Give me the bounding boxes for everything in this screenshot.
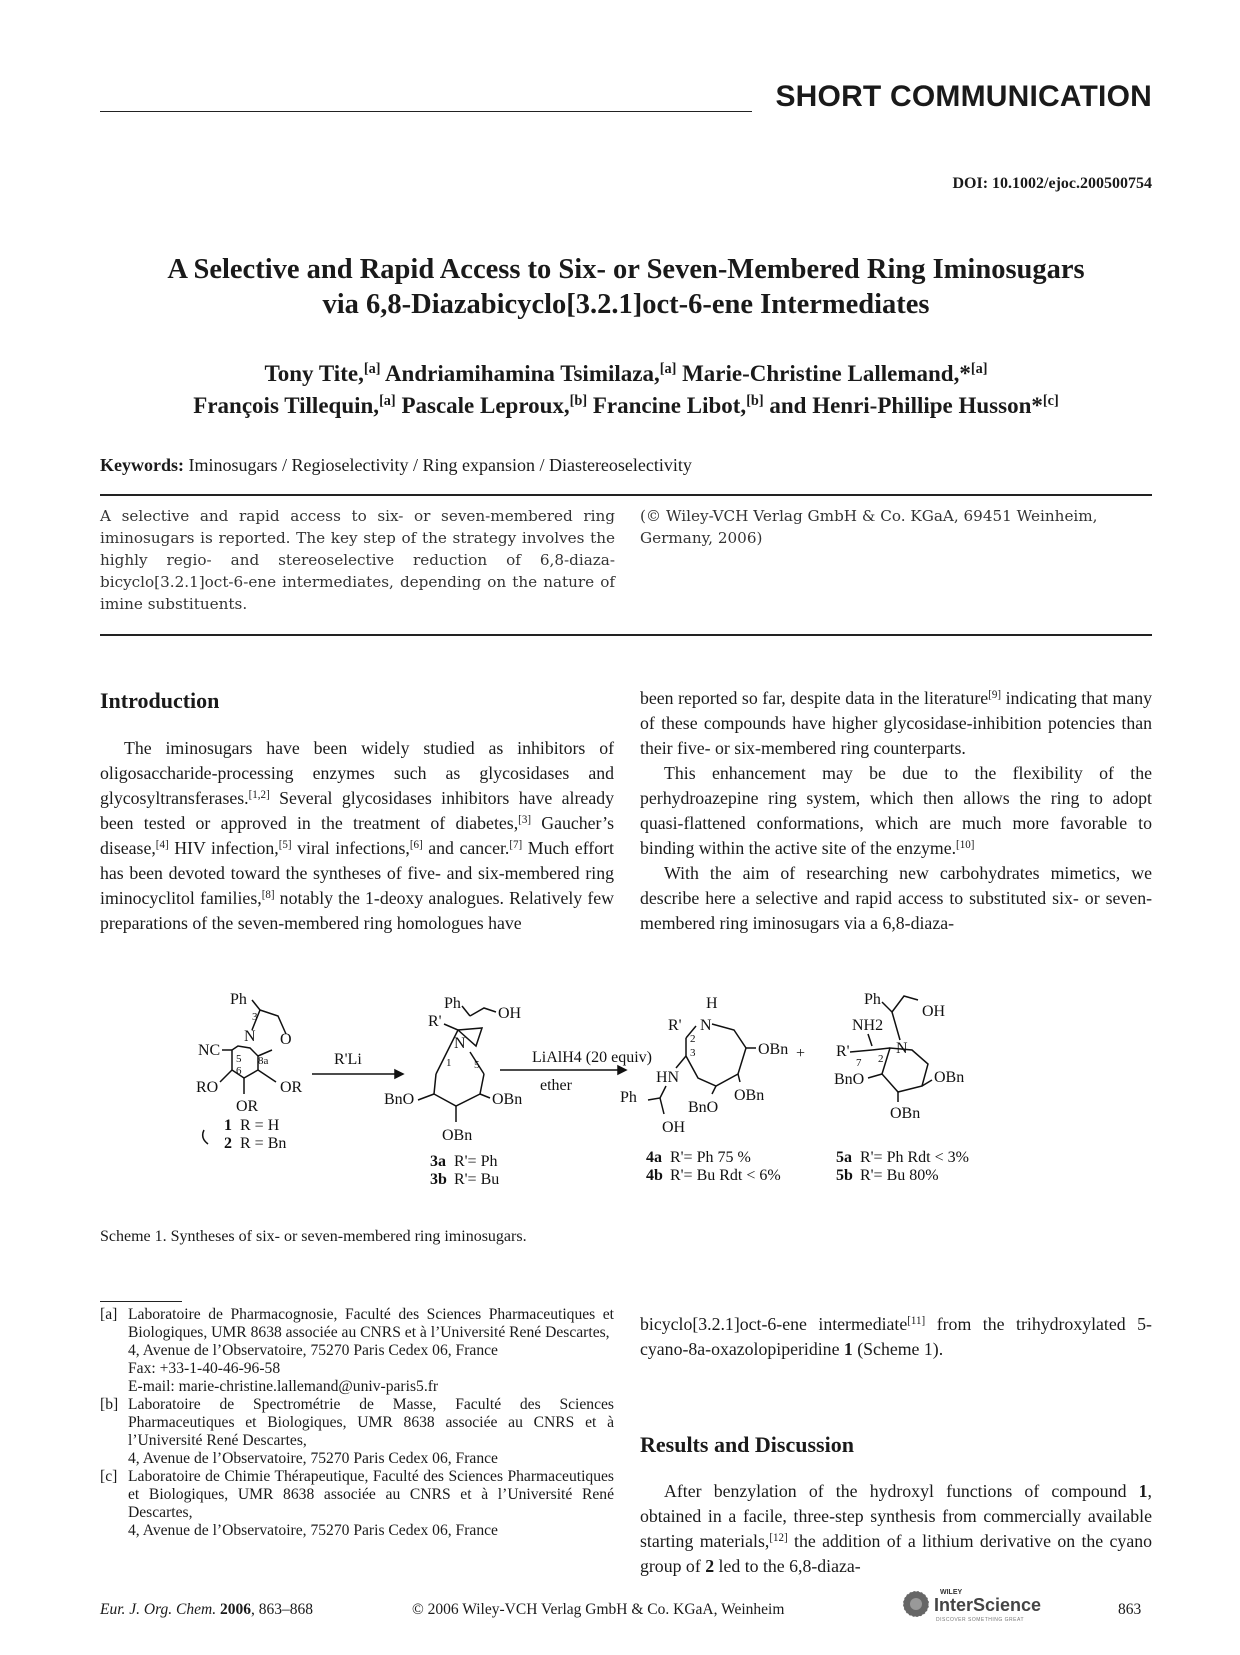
reaction-arrow-1 <box>312 1051 403 1078</box>
logo-top-text: WILEY <box>940 1589 963 1596</box>
atom-label: OH <box>922 1003 946 1020</box>
atom-label: NH2 <box>852 1017 884 1034</box>
atom-label: R' <box>836 1043 850 1060</box>
reaction-arrow-2 <box>500 1049 652 1094</box>
introduction-paragraph-1-continued: been reported so far, despite data in the literature[9] indicating that many of these compounds have higher glycosidase-inhibition potencies than their five- or six-membered ring counterparts. <box>640 688 1152 758</box>
atom-label: HN <box>656 1069 680 1086</box>
footnote-rule <box>100 1301 182 1302</box>
introduction-column-left <box>100 736 614 936</box>
locant: 3 <box>690 1047 696 1059</box>
locant: 2 <box>690 1033 696 1045</box>
page-number: 863 <box>1118 1601 1142 1618</box>
logo-sub-text: DISCOVER SOMETHING GREAT <box>936 1617 1025 1623</box>
footnote-tag: [b] <box>100 1396 119 1413</box>
atom-label: OR <box>236 1098 259 1115</box>
introduction-column-right <box>640 686 1152 936</box>
keywords-label: Keywords: <box>100 455 184 475</box>
doi[interactable]: DOI: 10.1002/ejoc.200500754 <box>952 175 1152 192</box>
atom-label: OBn <box>758 1041 789 1058</box>
scheme-caption: Scheme 1. Syntheses of six- or seven-membered ring iminosugars. <box>100 1228 527 1245</box>
affiliation-mark: [c] <box>1042 393 1059 410</box>
atom-label: OH <box>498 1005 522 1022</box>
title-line-2: via 6,8-Diazabicyclo[3.2.1]oct-6-ene Intermediates <box>322 289 930 320</box>
author-name: Andriamihamina Tsimilaza, <box>384 361 660 386</box>
author-line-1 <box>100 358 1152 390</box>
author-name: and Henri-Phillipe Husson* <box>769 393 1043 418</box>
atom-label: BnO <box>834 1071 865 1088</box>
atom-label: OBn <box>734 1087 765 1104</box>
citation[interactable]: [10] <box>956 838 975 851</box>
compound-label: R = Bn <box>240 1135 287 1152</box>
compound-number: 2 <box>224 1135 232 1152</box>
citation[interactable]: [4] <box>155 838 169 851</box>
author-name: Francine Libot, <box>592 393 747 418</box>
citation[interactable]: [1,2] <box>248 788 270 801</box>
compound-5-structure <box>834 991 969 1184</box>
citation[interactable]: [11] <box>907 1314 926 1327</box>
compound-label: R'= Ph <box>454 1153 498 1170</box>
solvent-label: ether <box>540 1077 572 1094</box>
author-name: Tony Tite, <box>264 361 364 386</box>
author-name: François Tillequin, <box>193 393 380 418</box>
atom-label: OH <box>662 1119 686 1136</box>
citation[interactable]: [12] <box>769 1531 788 1544</box>
atom-label: Ph <box>620 1089 637 1106</box>
reagent-label: R'Li <box>334 1051 362 1068</box>
citation[interactable]: [9] <box>988 688 1002 701</box>
compound-number: 1 <box>224 1117 232 1134</box>
journal-citation <box>100 1601 313 1619</box>
introduction-heading: Introduction <box>100 688 220 713</box>
journal-pages: , 863–868 <box>250 1601 313 1618</box>
compound-number: 5b <box>836 1167 853 1184</box>
compound-label: R'= Bu <box>454 1171 500 1188</box>
locant: 5 <box>474 1059 480 1071</box>
section-label: SHORT COMMUNICATION <box>775 80 1152 113</box>
compound-label: R'= Ph Rdt < 3% <box>860 1149 969 1166</box>
email-link[interactable]: E-mail: marie-christine.lallemand@univ-paris5.fr <box>128 1378 439 1395</box>
results-paragraph: After benzylation of the hydroxyl functions of compound 1, obtained in a facile, three-step synthesis from commercially available starting materials,[12] the addition of a lithium derivative on the cyano group of 2 led to the 6,8-diaza- <box>640 1481 1152 1576</box>
author-name: Pascale Leproux, <box>401 393 570 418</box>
footnote-a: [a] Laboratoire de Pharmacognosie, Faculté des Sciences Pharmaceutiques et Biologiques, UMR 8638 associée au CNRS et à l’Université René Descartes, 4, Avenue de l’Observatoire, 75270 Paris Cedex 06, France Fax: +33-1-40-46-96-58 E-mail: marie-christine.lallemand@univ-paris5.fr <box>100 1306 614 1395</box>
citation[interactable]: [6] <box>409 838 423 851</box>
compound-label: R'= Bu 80% <box>860 1167 939 1184</box>
introduction-paragraph-2: This enhancement may be due to the flexibility of the perhydroazepine ring system, which then allows the ring to adopt quasi-flattened conformations, which are much more favorable to binding within the active site of the enzyme.[10] <box>640 763 1152 858</box>
header-rule <box>100 111 752 112</box>
atom-label: OBn <box>934 1069 965 1086</box>
compound-label: R = H <box>240 1117 280 1134</box>
compound-number: 4a <box>646 1149 662 1166</box>
footnote-c: [c] Laboratoire de Chimie Thérapeutique, Faculté des Sciences Pharmaceutiques et Biologiques, UMR 8638 associée au CNRS et à l’Université René Descartes, 4, Avenue de l’Observatoire, 75270 Paris Cedex 06, France <box>100 1468 614 1539</box>
compound-number: 3b <box>430 1171 447 1188</box>
keywords-rule <box>100 494 1152 496</box>
journal-name: Eur. J. Org. Chem. <box>100 1601 217 1618</box>
plus-sign: + <box>796 1045 806 1062</box>
footer-copyright: © 2006 Wiley-VCH Verlag GmbH & Co. KGaA, Weinheim <box>412 1601 785 1618</box>
atom-label: Ph <box>444 995 461 1012</box>
footnote-tag: [a] <box>100 1306 118 1323</box>
keywords <box>100 455 692 476</box>
reaction-scheme <box>196 990 1060 1210</box>
affiliation-mark: [b] <box>569 393 588 410</box>
atom-label: N <box>700 1017 712 1034</box>
logo-main-text: InterScience <box>934 1595 1042 1615</box>
citation[interactable]: [7] <box>509 838 523 851</box>
interscience-logo <box>900 1586 1075 1626</box>
affiliation-mark: [b] <box>746 393 764 410</box>
atom-label: OBn <box>890 1105 921 1122</box>
affiliation-mark: [a] <box>970 361 988 378</box>
compound-4-structure <box>620 995 788 1184</box>
author-list <box>100 358 1152 422</box>
citation[interactable]: [5] <box>278 838 292 851</box>
introduction-paragraph-3: With the aim of researching new carbohydrates mimetics, we describe here a selective and rapid access to substituted six- or seven-membered ring iminosugars via a 6,8-diaza- <box>640 863 1152 933</box>
atom-label: NC <box>198 1042 221 1059</box>
affiliation-mark: [a] <box>379 393 396 410</box>
locant: 7 <box>856 1057 862 1069</box>
abstract-rule <box>100 634 1152 636</box>
reagent-label: LiAlH4 (20 equiv) <box>532 1049 652 1066</box>
article-title <box>100 252 1152 322</box>
introduction-paragraph-1: The iminosugars have been widely studied as inhibitors of oligosaccharide-processing enzymes such as glycosidases and glycosyltransferases.[1,2] Several glycosidases inhibitors have already been tested or approved in the treatment of diabetes,[3] Gaucher’s disease,[4] HIV infection,[5] viral infections,[6] and cancer.[7] Much effort has been devoted toward the syntheses of five- and six-membered ring iminocyclitol families,[8] notably the 1-deoxy analogues. Relatively few preparations of the seven-membered ring homologues have <box>100 738 614 933</box>
affiliation-mark: [a] <box>363 361 381 378</box>
compound-label: R'= Bu Rdt < 6% <box>670 1167 781 1184</box>
atom-label: N <box>896 1040 908 1057</box>
footnote-tag: [c] <box>100 1468 118 1485</box>
locant: 6 <box>236 1065 242 1077</box>
atom-label: OBn <box>492 1091 523 1108</box>
atom-label: BnO <box>688 1099 719 1116</box>
author-name: Marie-Christine Lallemand,* <box>682 361 971 386</box>
compound-number: 5a <box>836 1149 852 1166</box>
atom-label: R' <box>668 1017 682 1034</box>
compound-label: R'= Ph 75 % <box>670 1149 751 1166</box>
atom-label: OR <box>280 1079 303 1096</box>
atom-label: R' <box>428 1013 442 1030</box>
affiliation-mark: [a] <box>659 361 677 378</box>
compound-number: 4b <box>646 1167 663 1184</box>
atom-label: N <box>454 1035 466 1052</box>
atom-label: RO <box>196 1079 219 1096</box>
locant: 8a <box>258 1055 269 1067</box>
title-line-1: A Selective and Rapid Access to Six- or Seven-Membered Ring Iminosugars <box>167 254 1085 285</box>
locant: 3 <box>252 1011 258 1023</box>
atom-label: Ph <box>230 991 247 1008</box>
keywords-text: Iminosugars / Regioselectivity / Ring expansion / Diastereoselectivity <box>188 455 692 475</box>
compound-3-structure <box>384 995 522 1188</box>
atom-label: O <box>280 1031 292 1048</box>
citation[interactable]: [8] <box>261 888 275 901</box>
locant: 1 <box>446 1057 452 1069</box>
atom-label: H <box>706 995 718 1012</box>
locant: 5 <box>236 1053 242 1065</box>
locant: 2 <box>878 1053 884 1065</box>
footnote-b: [b] Laboratoire de Spectrométrie de Masse, Faculté des Sciences Pharmaceutiques et Biologiques, UMR 8638 associée au CNRS et à l’Université René Descartes, 4, Avenue de l’Observatoire, 75270 Paris Cedex 06, France <box>100 1396 614 1467</box>
globe-icon <box>903 1591 929 1617</box>
atom-label: Ph <box>864 991 881 1008</box>
affiliation-footnotes <box>100 1306 614 1540</box>
atom-label: OBn <box>442 1127 473 1144</box>
compound-number: 3a <box>430 1153 446 1170</box>
atom-label: N <box>244 1028 256 1045</box>
introduction-continuation: bicyclo[3.2.1]oct-6-ene intermediate[11] from the trihydroxylated 5-cyano-8a-oxazolopiperidine 1 (Scheme 1). <box>640 1314 1152 1359</box>
atom-label: BnO <box>384 1091 415 1108</box>
abstract-text: A selective and rapid access to six- or seven-membered ring iminosugars is reported. The key step of the strategy involves the highly regio- and stereoselective reduction of 6,8-diaza-bicyclo[3.2.1]oct-6-ene intermediates, depending on the nature of imine substituents. <box>100 507 615 613</box>
journal-year: 2006 <box>219 1601 251 1618</box>
results-heading: Results and Discussion <box>640 1432 854 1457</box>
compound-1-structure <box>196 991 303 1152</box>
citation[interactable]: [3] <box>518 813 532 826</box>
abstract-copyright: (© Wiley-VCH Verlag GmbH & Co. KGaA, 69451 Weinheim, Germany, 2006) <box>640 507 1098 547</box>
author-line-2 <box>100 390 1152 422</box>
